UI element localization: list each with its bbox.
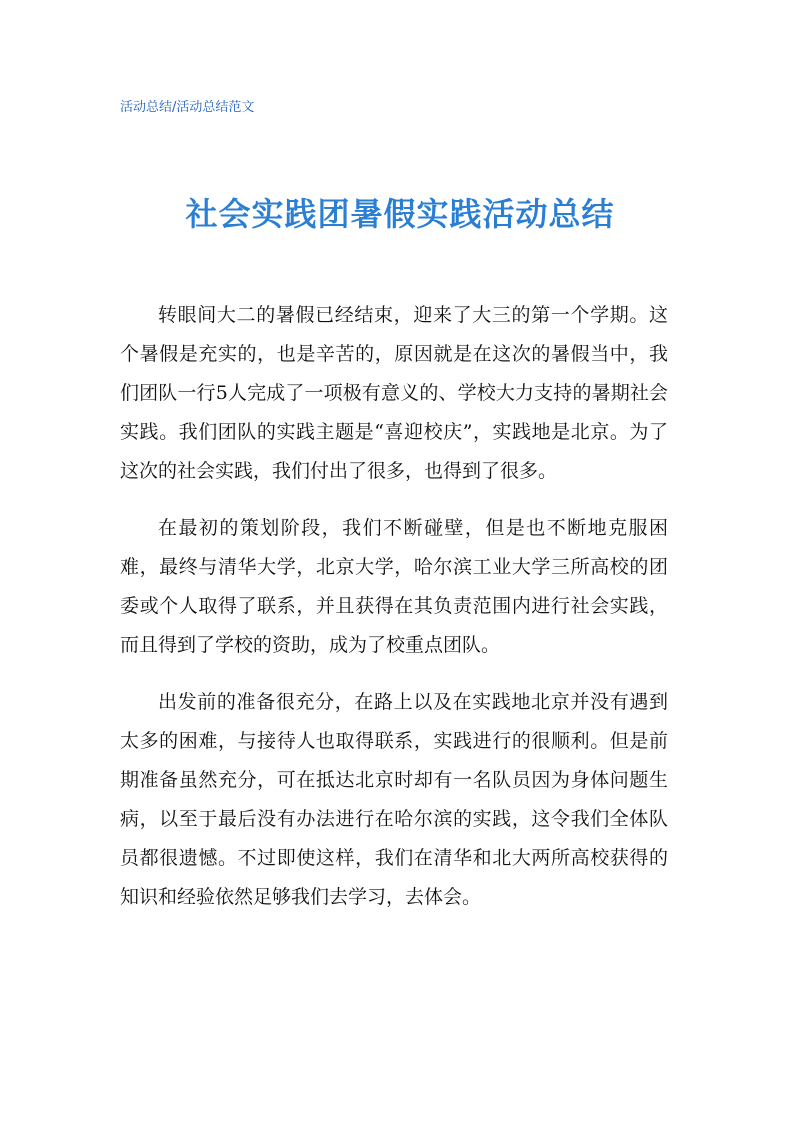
paragraph-1: 转眼间大二的暑假已经结束，迎来了大三的第一个学期。这个暑假是充实的，也是辛苦的，原因就是在这次的暑假当中，我们团队一行5人完成了一项极有意义的、学校大力支持的暑期社会实践。我们团队的实践主题是“喜迎校庆”，实践地是北京。为了这次的社会实践，我们付出了很多，也得到了很多。	[120, 304, 668, 482]
breadcrumb[interactable]: 活动总结/活动总结范文	[120, 100, 255, 115]
paragraph-3: 出发前的准备很充分，在路上以及在实践地北京并没有遇到太多的困难，与接待人也取得联系，实践进行的很顺利。但是前期准备虽然充分，可在抵达北京时却有一名队员因为身体问题生病，以至于最后没有办法进行在哈尔滨的实践，这令我们全体队员都很遗憾。不过即使这样，我们在清华和北大两所高校获得的知识和经验依然足够我们去学习，去体会。	[120, 691, 668, 908]
page-title: 社会实践团暑假实践活动总结	[185, 195, 615, 233]
article-body	[120, 296, 668, 935]
paragraph-2: 在最初的策划阶段，我们不断碰壁，但是也不断地克服困难，最终与清华大学，北京大学，哈尔滨工业大学三所高校的团委或个人取得了联系，并且获得在其负责范围内进行社会实践，而且得到了学校的资助，成为了校重点团队。	[120, 517, 668, 656]
